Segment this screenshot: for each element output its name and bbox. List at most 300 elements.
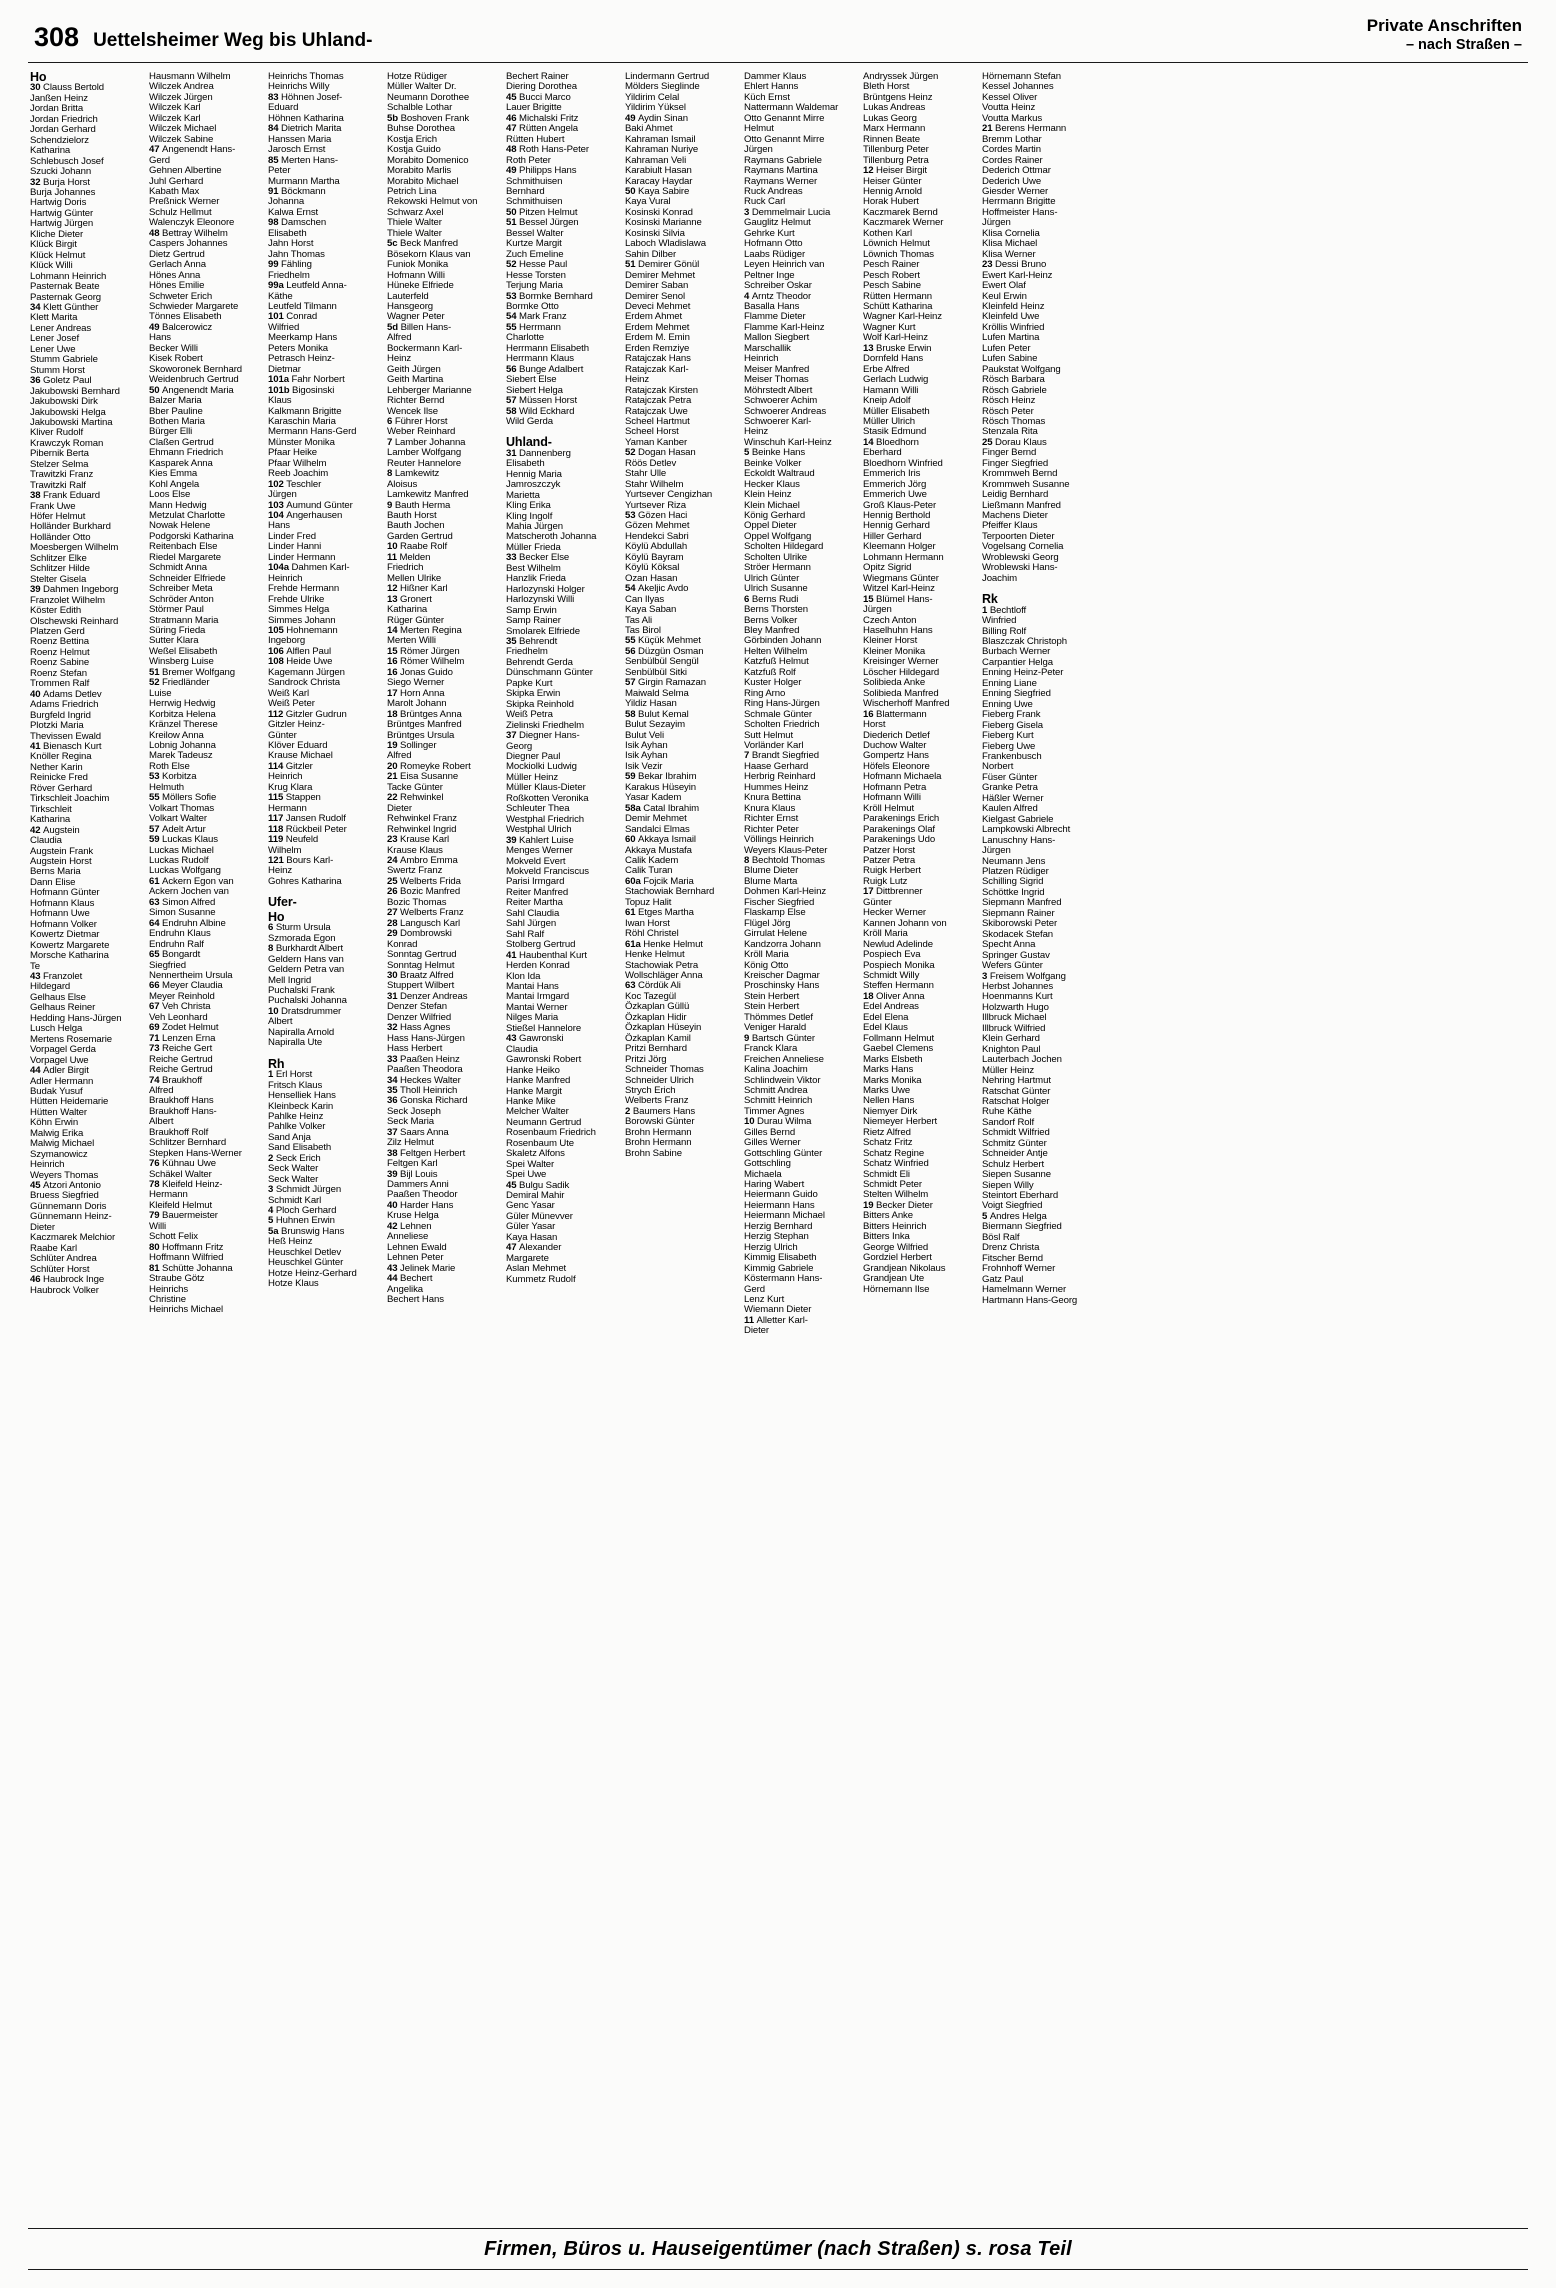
directory-entry: Lamkewitz Manfred <box>387 489 469 501</box>
directory-entry: Lauterfeld <box>387 290 429 302</box>
directory-entry: Ratajczak Karl- <box>625 363 689 375</box>
directory-entry: Wiemann Dieter <box>744 1304 812 1316</box>
directory-entry: Burbach Werner <box>982 646 1051 658</box>
directory-entry: 114 Gitzler <box>268 760 313 772</box>
directory-entry: Gilles Bernd <box>744 1126 796 1138</box>
directory-entry: Lusch Helga <box>30 1023 83 1035</box>
directory-entry: Stein Herbert <box>744 990 800 1002</box>
directory-entry: Gözen Mehmet <box>625 520 690 532</box>
directory-entry: Schneider Elfriede <box>149 572 226 584</box>
directory-entry: Adams Friedrich <box>30 699 99 711</box>
house-number: 8 <box>744 854 752 866</box>
directory-entry: Blume Marta <box>744 875 798 887</box>
directory-entry: 12 Hißner Karl <box>387 583 448 595</box>
directory-entry: Bechert Rainer <box>506 71 569 82</box>
directory-entry: Sahl Jürgen <box>506 918 557 930</box>
directory-entry: Görbinden Johann <box>744 635 822 647</box>
directory-entry: Sonntag Gertrud <box>387 949 457 961</box>
directory-entry: Schütt Katharina <box>863 300 933 312</box>
directory-entry: Hermann <box>149 1189 188 1201</box>
directory-entry: Siebert Helga <box>506 384 563 396</box>
directory-columns <box>28 72 1528 2214</box>
directory-entry: Berns Volker <box>744 614 798 626</box>
directory-entry: Roenz Sabine <box>30 657 90 669</box>
directory-entry: Sandrock Christa <box>268 677 340 689</box>
directory-entry: Löwnich Thomas <box>863 248 934 260</box>
directory-entry: Raabe Karl <box>30 1242 77 1254</box>
directory-entry: Steffen Hermann <box>863 980 934 992</box>
house-number: 112 <box>268 708 286 720</box>
directory-entry: Wagner Karl-Heinz <box>863 311 942 323</box>
directory-entry: Schmithuisen <box>506 196 563 208</box>
house-number: 114 <box>268 760 286 772</box>
house-number: 39 <box>30 584 44 596</box>
directory-entry: Hofmann Michaela <box>863 771 942 783</box>
directory-entry: 121 Bours Karl- <box>268 854 334 866</box>
directory-entry: Wroblewski Georg <box>982 551 1059 563</box>
house-number: 32 <box>30 176 44 188</box>
directory-entry: Rütten Hermann <box>863 290 932 302</box>
house-number: 67 <box>149 1001 163 1013</box>
directory-entry: Edel Andreas <box>863 1001 919 1013</box>
directory-entry: Thevissen Ewald <box>30 730 102 742</box>
directory-entry: Mann Hedwig <box>149 499 207 511</box>
directory-entry: Simmes Johann <box>268 614 336 626</box>
directory-entry: 20 Romeyke Robert <box>387 760 471 772</box>
page-header <box>0 0 1556 66</box>
directory-entry: Lindermann Gertrud <box>625 71 710 82</box>
house-number: 31 <box>387 990 401 1002</box>
directory-entry: Klisa Cornelia <box>982 227 1040 239</box>
directory-entry: Berns Maria <box>30 866 81 878</box>
directory-entry: Pasternak Georg <box>30 291 102 303</box>
directory-entry: Pahlke Volker <box>268 1121 326 1133</box>
directory-entry: Jahn Horst <box>268 238 314 250</box>
directory-entry: 6 Sturm Ursula <box>268 922 331 934</box>
directory-entry: Szymanowicz <box>30 1148 88 1160</box>
directory-entry: Platzen Rüdiger <box>982 865 1049 877</box>
house-number: 104 <box>268 510 287 522</box>
house-number: 52 <box>149 677 163 689</box>
directory-entry: Kimmig Elisabeth <box>744 1252 817 1264</box>
directory-entry: Jakubowski Bernhard <box>30 385 120 397</box>
directory-entry: 5c Beck Manfred <box>387 238 459 250</box>
directory-entry: Charlotte <box>506 332 545 344</box>
directory-entry: Winsberg Luise <box>149 656 214 668</box>
directory-entry: Lenz Kurt <box>744 1294 785 1306</box>
house-number: 48 <box>149 227 163 239</box>
house-number: 101b <box>268 384 293 396</box>
directory-entry: Bulut Veli <box>625 729 665 741</box>
directory-entry: Billing Rolf <box>982 625 1027 637</box>
directory-entry: Kleemann Holger <box>863 541 936 553</box>
directory-entry: 55 Herrmann <box>506 321 561 333</box>
directory-entry: 19 Sollinger <box>387 740 437 751</box>
directory-entry: Aslan Mehmet <box>506 1263 567 1275</box>
directory-entry: Garden Gertrud <box>387 530 453 542</box>
house-number: 50 <box>625 185 639 197</box>
directory-entry: Kleinfeld Heinz <box>982 300 1045 312</box>
directory-entry: Ratajczak Uwe <box>625 405 688 417</box>
directory-entry: Heinz <box>387 353 412 365</box>
directory-entry: Haselhuhn Hans <box>863 625 933 637</box>
directory-entry: Yurtsever Cengizhan <box>625 489 713 501</box>
directory-entry: Müller Elisabeth <box>863 405 930 417</box>
directory-entry: Fieberg Frank <box>982 709 1041 721</box>
directory-entry: Lampkowski Albrecht <box>982 824 1071 836</box>
directory-entry: Schneider Ulrich <box>625 1074 694 1086</box>
directory-entry: Brohn Hermann <box>625 1137 692 1149</box>
directory-entry: Flaskamp Else <box>744 907 806 919</box>
directory-entry: 8 Bechtold Thomas <box>744 854 825 866</box>
directory-entry: Puchalski Johanna <box>268 995 347 1007</box>
directory-entry: Schlitzer Hilde <box>30 563 90 575</box>
directory-entry: Scholten Ulrike <box>744 551 808 563</box>
house-number: 60a <box>625 875 644 887</box>
directory-entry: Scheel Horst <box>625 426 679 438</box>
directory-entry: Kohl Angela <box>149 478 200 490</box>
directory-entry: Bösekorn Klaus van <box>387 248 471 260</box>
directory-entry: Ingeborg <box>268 635 306 647</box>
directory-entry: Schwoerer Andreas <box>744 405 827 417</box>
directory-entry: Seck Walter <box>268 1173 319 1185</box>
directory-entry: Sahin Dilber <box>625 248 677 260</box>
house-number: 71 <box>149 1032 163 1044</box>
directory-entry: 69 Zodet Helmut <box>149 1022 219 1034</box>
directory-entry: Hönes Emilie <box>149 280 205 292</box>
directory-entry: Gauglitz Helmut <box>744 217 811 229</box>
house-number: 23 <box>982 259 996 271</box>
directory-entry: Berns Thorsten <box>744 604 809 616</box>
directory-entry: Morabito Michael <box>387 175 459 187</box>
directory-entry: 1 Bechtloff <box>982 604 1027 616</box>
directory-entry: Helmut <box>744 123 774 135</box>
directory-entry: Günter <box>863 896 892 908</box>
directory-entry: 11 Alletter Karl- <box>744 1314 808 1326</box>
directory-entry: 53 Korbitza <box>149 771 197 783</box>
directory-entry: Köylü Köksal <box>625 562 680 574</box>
directory-entry: Katharina <box>30 814 71 826</box>
directory-entry: Patzer Petra <box>863 854 916 866</box>
house-number: 58 <box>625 708 639 720</box>
directory-entry: Borowski Günter <box>625 1116 695 1128</box>
directory-entry: Herbst Johannes <box>982 980 1054 992</box>
directory-entry: Luckas Wolfgang <box>149 865 221 877</box>
directory-entry: Grandjean Nikolaus <box>863 1262 946 1274</box>
directory-entry: Timmer Agnes <box>744 1105 805 1117</box>
directory-entry: Hanke Heiko <box>506 1064 560 1076</box>
directory-entry: Jakubowski Martina <box>30 416 113 428</box>
directory-entry: 23 Krause Karl <box>387 834 450 846</box>
directory-entry: 48 Bettray Wilhelm <box>149 227 228 239</box>
directory-entry: 43 Gawronski <box>506 1033 564 1045</box>
directory-entry: Roenz Helmut <box>30 646 90 658</box>
directory-entry: Bitters Anke <box>863 1210 913 1222</box>
directory-entry: Hendekci Sabri <box>625 530 689 542</box>
house-number: 106 <box>268 645 287 657</box>
directory-entry: Heuschkel Detlev <box>268 1246 342 1258</box>
directory-entry: Krommweh Susanne <box>982 478 1070 490</box>
directory-entry: 17 Horn Anna <box>387 687 445 699</box>
directory-entry: Yaman Kanber <box>625 436 688 448</box>
directory-entry: Mockiolki Ludwig <box>506 761 577 773</box>
directory-entry: Schreiber Meta <box>149 583 213 595</box>
directory-entry: Sand Anja <box>268 1131 311 1143</box>
directory-entry: Hofmann Volker <box>30 918 97 930</box>
directory-entry: Jahn Thomas <box>268 248 325 260</box>
directory-entry: Morabito Marlis <box>387 165 452 177</box>
house-number: 98 <box>268 217 282 229</box>
directory-entry: Rösch Thomas <box>982 415 1046 427</box>
directory-entry: Jakubowski Helga <box>30 406 106 418</box>
house-number: 23 <box>387 834 401 846</box>
directory-entry: 22 Rehwinkel <box>387 792 444 804</box>
directory-entry: Helmuth <box>149 781 185 793</box>
directory-entry: Ratajczak Kirsten <box>625 384 698 396</box>
directory-entry: Mahia Jürgen <box>506 521 563 533</box>
directory-entry: Gehnen Albertine <box>149 165 222 177</box>
directory-entry: Bremm Lothar <box>982 133 1042 145</box>
directory-entry: Gehrke Kurt <box>744 227 795 239</box>
directory-entry: Mellen Ulrike <box>387 572 442 584</box>
house-number: 56 <box>506 363 520 375</box>
directory-entry: Kröll Maria <box>863 928 908 940</box>
directory-entry: Güler Münevver <box>506 1210 573 1222</box>
directory-entry: 105 Hohnemann <box>268 625 338 637</box>
directory-entry: Stahr Ulle <box>625 468 667 480</box>
directory-entry: Pritzi Jörg <box>625 1053 667 1065</box>
house-number: 57 <box>625 677 639 689</box>
directory-entry: Kaczmarek Bernd <box>863 206 938 218</box>
directory-entry: Brüntgens Heinz <box>863 91 933 103</box>
directory-entry: Kahraman Veli <box>625 154 687 166</box>
directory-entry: Pospiech Monika <box>863 959 935 971</box>
directory-entry: Eduard <box>268 102 299 114</box>
directory-entry: Schmitt Heinrich <box>744 1095 813 1107</box>
directory-entry: Siepmann Manfred <box>982 897 1062 909</box>
directory-entry: Klisa Werner <box>982 248 1036 260</box>
directory-entry: Dieter <box>30 1221 55 1233</box>
directory-entry: Bber Pauline <box>149 405 203 417</box>
directory-entry: Lener Uwe <box>30 343 76 355</box>
directory-entry: Merten Willi <box>387 635 436 647</box>
directory-entry: Mell Ingrid <box>268 974 312 986</box>
directory-entry: Zilz Helmut <box>387 1137 434 1149</box>
directory-entry: Hoffmeister Hans- <box>982 206 1058 218</box>
directory-entry: Korbitza Helena <box>149 708 216 720</box>
directory-entry: Karacay Haydar <box>625 175 693 187</box>
directory-entry: Horst <box>863 719 886 731</box>
directory-entry: Hamann Willi <box>863 384 919 396</box>
house-number: 13 <box>387 593 401 605</box>
directory-entry: 15 Römer Jürgen <box>387 645 460 657</box>
directory-entry: Terpoorten Dieter <box>982 530 1055 542</box>
directory-entry: Wilczek Jürgen <box>149 91 213 103</box>
directory-entry: Burgfeld Ingrid <box>30 709 91 721</box>
directory-column <box>980 72 1099 2214</box>
directory-entry: Volkart Walter <box>149 813 207 825</box>
directory-entry: Wilfried <box>268 321 300 333</box>
directory-entry: Wilczek Michael <box>149 123 217 135</box>
directory-entry: 104 Angerhausen <box>268 510 343 522</box>
directory-entry: Bleth Horst <box>863 81 910 93</box>
directory-entry: Ruigk Herbert <box>863 865 921 877</box>
directory-entry: Kielgast Gabriele <box>982 813 1054 825</box>
directory-entry: Demirer Senol <box>625 290 686 302</box>
directory-entry: Tas Birol <box>625 625 661 637</box>
directory-entry: Hecker Werner <box>863 907 927 919</box>
directory-entry: 11 Melden <box>387 551 431 563</box>
directory-entry: Peter <box>268 165 291 177</box>
directory-entry: Michaela <box>744 1168 782 1180</box>
directory-entry: Schlebusch Josef <box>30 155 104 167</box>
directory-entry: Klisa Michael <box>982 238 1038 250</box>
header-subtitle-line2: – nach Straßen – <box>1405 36 1522 53</box>
street-section-heading: Rh <box>268 1056 285 1071</box>
directory-entry: 30 Braatz Alfred <box>387 969 454 981</box>
directory-entry: Herzig Stephan <box>744 1231 809 1243</box>
directory-entry: Herrmann Elisabeth <box>506 342 589 354</box>
directory-entry: Kabath Max <box>149 185 200 197</box>
directory-entry: Murmann Martha <box>268 175 340 187</box>
directory-entry: Tacke Günter <box>387 781 443 793</box>
directory-entry: Demirer Mehmet <box>625 269 696 281</box>
directory-entry: Klett Marita <box>30 312 78 324</box>
directory-entry: Lanuschny Hans- <box>982 834 1056 846</box>
directory-entry: 38 Frank Eduard <box>30 490 100 502</box>
directory-entry: Hanssen Maria <box>268 133 332 145</box>
directory-entry: Gohres Katharina <box>268 875 342 887</box>
directory-entry: Weiß Petra <box>506 709 553 721</box>
directory-entry: Kosinski Konrad <box>625 206 693 218</box>
directory-entry: 5 Andres Helga <box>982 1210 1047 1222</box>
directory-entry: 40 Harder Hans <box>387 1199 454 1211</box>
directory-entry: Heinz <box>268 865 293 877</box>
directory-entry: Jürgen <box>982 217 1011 229</box>
directory-entry: 21 Eisa Susanne <box>387 771 459 783</box>
directory-entry: Moesbergen Wilhelm <box>30 542 119 554</box>
directory-entry: Hans <box>268 520 290 532</box>
house-number: 57 <box>506 395 520 407</box>
directory-entry: Schmidt Willy <box>863 969 920 981</box>
directory-entry: Oppel Dieter <box>744 520 797 532</box>
directory-entry: Heinrichs Willy <box>268 81 330 93</box>
directory-entry: Enning Siegfried <box>982 688 1051 700</box>
house-number: 49 <box>625 112 639 124</box>
house-number: 76 <box>149 1158 163 1170</box>
directory-entry: Meyer Reinhold <box>149 990 215 1002</box>
directory-entry: Can Ilyas <box>625 593 665 605</box>
house-number: 21 <box>982 123 996 135</box>
directory-entry: Papke Kurt <box>506 677 553 689</box>
directory-entry: Horak Hubert <box>863 196 919 208</box>
directory-entry: 38 Feltgen Herbert <box>387 1147 466 1159</box>
directory-entry: 5a Brunswig Hans <box>268 1225 345 1237</box>
house-number: 117 <box>268 813 286 825</box>
directory-entry: 18 Oliver Anna <box>863 990 925 1002</box>
directory-entry: Gilles Werner <box>744 1137 801 1149</box>
directory-entry: Follmann Helmut <box>863 1032 935 1044</box>
house-number: 13 <box>863 342 877 354</box>
directory-entry: Akkaya Mustafa <box>625 844 692 856</box>
house-number: 55 <box>625 635 639 647</box>
directory-entry: Münster Monika <box>268 436 335 448</box>
directory-entry: Roßkotten Veronika <box>506 792 589 804</box>
directory-entry: Köster Edith <box>30 605 82 617</box>
directory-entry: 99a Leutfeld Anna- <box>268 280 347 292</box>
directory-entry: 19 Becker Dieter <box>863 1199 933 1211</box>
directory-entry: Walenczyk Eleonore <box>149 217 235 229</box>
directory-entry: 106 Alflen Paul <box>268 645 332 657</box>
directory-entry: 51 Bremer Wolfgang <box>149 666 236 678</box>
directory-entry: Napiralla Arnold <box>268 1026 335 1038</box>
directory-entry: Ratajczak Petra <box>625 395 692 407</box>
directory-entry: Seck Maria <box>387 1116 434 1128</box>
directory-entry: Specht Anna <box>982 939 1036 951</box>
directory-entry: Weyers Thomas <box>30 1169 99 1181</box>
directory-entry: Skodacek Stefan <box>982 928 1054 940</box>
directory-entry: Stenzala Rita <box>982 426 1038 438</box>
directory-entry: 46 Michalski Fritz <box>506 112 579 124</box>
house-number: 35 <box>387 1084 401 1096</box>
directory-entry: Fieberg Kurt <box>982 730 1034 742</box>
house-number: 46 <box>30 1274 44 1286</box>
directory-entry: 17 Dittbrenner <box>863 886 923 898</box>
house-number: 61 <box>149 875 163 887</box>
directory-entry: 51 Bessel Jürgen <box>506 217 579 229</box>
directory-entry: Schendzielorz <box>30 134 89 146</box>
section-spacer <box>982 584 1095 591</box>
directory-entry: 48 Roth Hans-Peter <box>506 144 589 156</box>
directory-entry: Lehnen Ewald <box>387 1241 447 1253</box>
directory-entry: Feltgen Karl <box>387 1158 438 1170</box>
house-number: 28 <box>387 917 401 929</box>
directory-entry: Wolf Karl-Heinz <box>863 332 928 344</box>
directory-entry: Hotze Heinz-Gerhard <box>268 1267 357 1279</box>
directory-entry: Kleifeld Helmut <box>149 1199 213 1211</box>
directory-entry: Siebert Else <box>506 374 557 386</box>
directory-entry: Hofmann Willi <box>863 792 921 804</box>
directory-entry: Schatz Regine <box>863 1147 925 1159</box>
directory-entry: Gawronski Robert <box>506 1054 582 1066</box>
directory-entry: Stuppert Wilbert <box>387 980 455 992</box>
directory-entry: Spei Uwe <box>506 1169 547 1181</box>
directory-entry: 58 Bulut Kemal <box>625 708 689 720</box>
directory-entry: Girrulat Helene <box>744 928 808 940</box>
directory-entry: Gerd <box>149 154 170 166</box>
directory-entry: Günter <box>268 729 297 741</box>
house-number: 7 <box>744 750 752 762</box>
directory-entry: Rinnen Beate <box>863 133 920 145</box>
house-number: 59 <box>149 834 163 846</box>
directory-entry: Rietz Alfred <box>863 1126 911 1138</box>
directory-entry: Kling Erika <box>506 500 551 512</box>
directory-entry: Kalina Joachim <box>744 1064 808 1076</box>
house-number: 51 <box>506 217 520 229</box>
directory-entry: Claudia <box>30 835 62 847</box>
house-number: 102 <box>268 478 287 490</box>
directory-entry: Jürgen <box>863 604 892 616</box>
directory-entry: Häßler Werner <box>982 792 1044 804</box>
house-number: 42 <box>30 824 44 836</box>
directory-entry: Hiller Gerhard <box>863 530 922 542</box>
directory-entry: Diederich Detlef <box>863 729 930 741</box>
directory-entry: Ulrich Susanne <box>744 583 808 595</box>
directory-entry: Volkart Thomas <box>149 802 215 814</box>
directory-entry: Hütten Walter <box>30 1106 87 1118</box>
directory-entry: 40 Adams Detlev <box>30 688 102 700</box>
house-number: 58a <box>625 802 644 814</box>
